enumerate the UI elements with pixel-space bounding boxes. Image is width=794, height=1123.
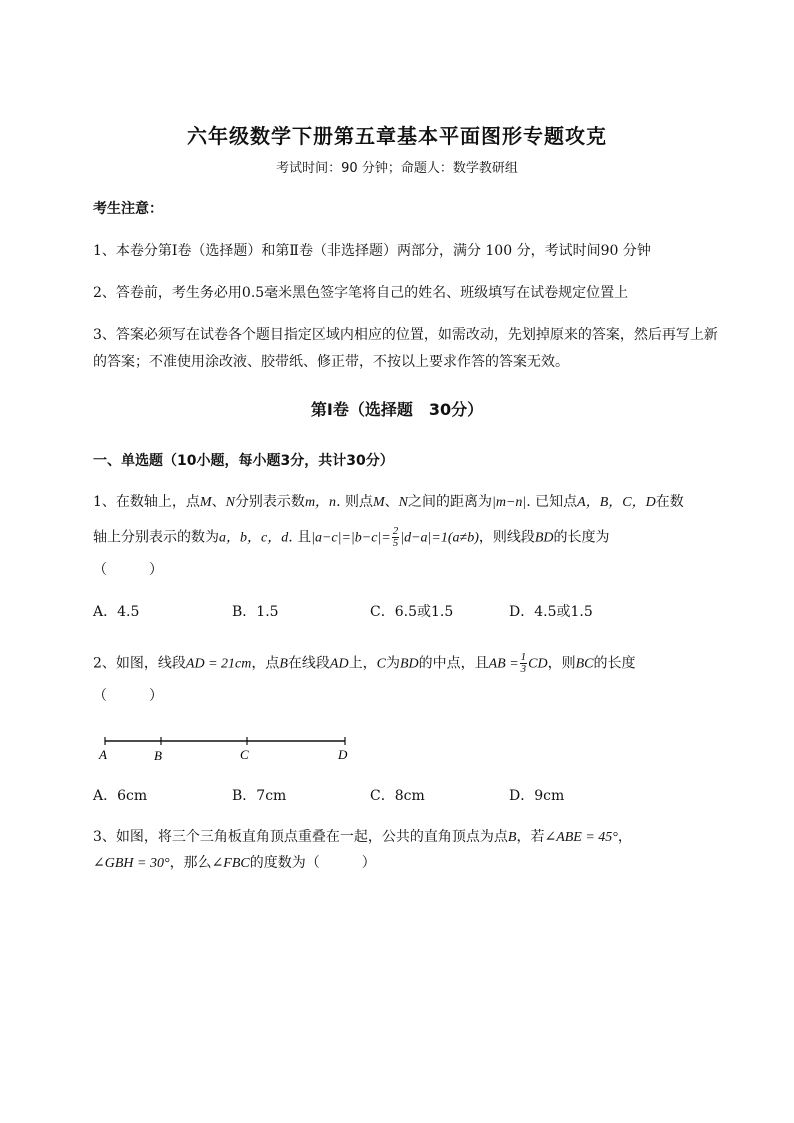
notice-heading: 考生注意： bbox=[93, 201, 163, 217]
q1-text: 之间的距离为 bbox=[407, 494, 492, 510]
q1-text: 轴上分别表示的数为 bbox=[93, 529, 219, 546]
q1-point: N bbox=[398, 495, 408, 510]
q1-point: N bbox=[225, 495, 235, 510]
q1-option-a[interactable]: A．4.5 bbox=[93, 604, 140, 620]
page-title: 六年级数学下册第五章基本平面图形专题攻克 bbox=[187, 124, 607, 148]
section-title: 第Ⅰ卷（选择题 30分） bbox=[310, 400, 484, 419]
q2-option-c[interactable]: C．8cm bbox=[370, 788, 425, 804]
q2-option-b[interactable]: B．7cm bbox=[232, 788, 287, 804]
q2-text: ，点 bbox=[251, 655, 280, 672]
q1-text: 在数 bbox=[655, 494, 684, 510]
q1-point: M bbox=[199, 495, 212, 510]
q2-math: BD bbox=[399, 656, 419, 672]
q1-text: 的长度为 bbox=[553, 529, 610, 546]
q2-text: 上， bbox=[348, 655, 377, 672]
label-d: D bbox=[338, 747, 348, 762]
q2-point: C bbox=[376, 656, 386, 672]
notice-item-2: 2、答卷前，考生务必用0.5毫米黑色签字笔将自己的姓名、班级填写在试卷规定位置上 bbox=[93, 285, 629, 301]
q2-text: ，则 bbox=[547, 655, 576, 672]
q1-math: m，n bbox=[304, 495, 337, 510]
label-a: A bbox=[99, 747, 107, 762]
label-c: C bbox=[240, 747, 249, 762]
q3-angle: ∠FBC bbox=[211, 856, 250, 871]
q2-text: 2、如图，线段 bbox=[93, 655, 186, 672]
frac-denominator: 5 bbox=[392, 537, 399, 549]
q1-math: |a−c|=|b−c|= bbox=[311, 530, 391, 546]
q2-math: AD = 21cm bbox=[185, 656, 252, 672]
q1-math: BD bbox=[534, 530, 554, 546]
q3-angle: ∠ABE = 45° bbox=[544, 830, 618, 845]
q1-text: 、 bbox=[384, 494, 399, 510]
q1-option-b[interactable]: B．1.5 bbox=[232, 604, 279, 620]
notice-item-1: 1、本卷分第Ⅰ卷（选择题）和第Ⅱ卷（非选择题）两部分，满分 100 分，考试时间90 分钟 bbox=[93, 243, 651, 259]
q3-point: B bbox=[507, 830, 517, 845]
q1-math: a，b，c，d bbox=[219, 530, 289, 546]
q1-text: . 则点 bbox=[336, 494, 373, 510]
notice-item-3-cont: 的答案；不准使用涂改液、胶带纸、修正带，不按以上要求作答的答案无效。 bbox=[93, 354, 569, 370]
q1-text: ，则线段 bbox=[478, 529, 535, 546]
q2-math: CD bbox=[528, 656, 548, 672]
q3-angle: ∠GBH = 30° bbox=[93, 856, 170, 871]
q2-math: BC bbox=[575, 656, 594, 672]
q1-math: A，B，C，D bbox=[577, 495, 656, 510]
q2-math: AD bbox=[329, 656, 349, 672]
q3-text: 的度数为（ ） bbox=[249, 855, 376, 871]
q1-text: 分别表示数 bbox=[234, 494, 305, 510]
q1-text: 1、在数轴上，点 bbox=[93, 494, 200, 510]
frac-denominator: 3 bbox=[520, 663, 527, 675]
q3-line-2 bbox=[93, 853, 376, 874]
q3-text: ，若 bbox=[516, 829, 545, 845]
q2-answer-blank: （ ） bbox=[93, 688, 163, 704]
q1-option-c[interactable]: C．6.5或1.5 bbox=[370, 604, 454, 620]
frac-numerator: 1 bbox=[520, 651, 527, 663]
q2-line-1 bbox=[93, 652, 636, 675]
q1-math: |d−a|=1(a≠b) bbox=[400, 530, 479, 546]
q3-text: ，那么 bbox=[169, 855, 212, 871]
part-heading: 一、单选题（10小题，每小题3分，共计30分） bbox=[93, 453, 394, 469]
exam-subtitle: 考试时间：90 分钟；命题人：数学教研组 bbox=[276, 161, 518, 176]
q1-line-2 bbox=[93, 526, 610, 549]
notice-item-3: 3、答案必须写在试卷各个题目指定区域内相应的位置，如需改动，先划掉原来的答案，然后再写上新 bbox=[93, 327, 718, 343]
q1-math: |m−n| bbox=[491, 495, 527, 510]
q2-fraction bbox=[520, 652, 528, 675]
segment-figure bbox=[95, 732, 365, 768]
q2-text: 在线段 bbox=[287, 655, 330, 672]
q2-text: 的中点，且 bbox=[418, 655, 489, 672]
label-b: B bbox=[154, 748, 162, 763]
q3-text: ， bbox=[617, 829, 632, 845]
q1-point: M bbox=[372, 495, 385, 510]
q1-answer-blank: （ ） bbox=[93, 562, 163, 578]
q1-text: . 已知点 bbox=[526, 494, 578, 510]
q1-fraction bbox=[392, 526, 400, 549]
q1-text: 、 bbox=[211, 494, 226, 510]
q2-text: 的长度 bbox=[593, 655, 636, 672]
q1-text: . 且 bbox=[288, 529, 312, 546]
q2-figure bbox=[95, 732, 365, 768]
q2-math: AB = bbox=[488, 656, 519, 672]
q2-point: B bbox=[279, 656, 288, 672]
q2-option-d[interactable]: D．9cm bbox=[509, 788, 565, 804]
q2-option-a[interactable]: A．6cm bbox=[93, 788, 148, 804]
q3-line-1 bbox=[93, 827, 632, 848]
q1-line-1 bbox=[93, 492, 684, 513]
q3-text: 3、如图，将三个三角板直角顶点重叠在一起，公共的直角顶点为点 bbox=[93, 829, 508, 845]
q2-text: 为 bbox=[385, 655, 400, 672]
frac-numerator: 2 bbox=[392, 525, 399, 537]
q1-option-d[interactable]: D．4.5或1.5 bbox=[509, 604, 593, 620]
